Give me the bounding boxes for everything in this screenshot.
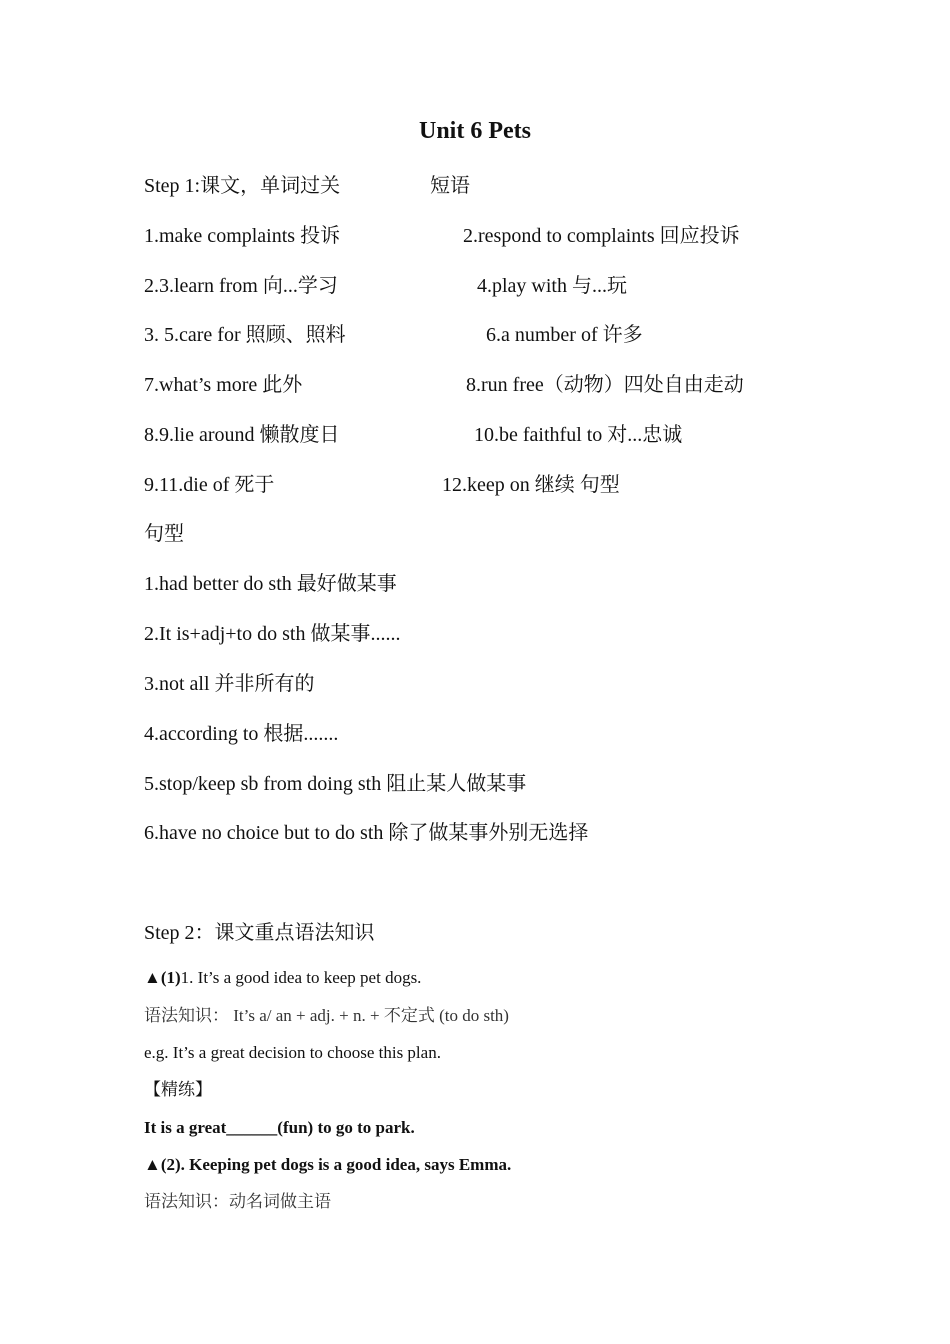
phrase-right: 2.respond to complaints 回应投诉 [463,225,740,247]
grammar-note: 语法知识：动名词做主语 [144,1192,331,1211]
phrase-left: 8.9.lie around 懒散度日 [144,424,340,446]
sentence-item: 1.had better do sth 最好做某事 [144,573,397,595]
grammar-item-2: ▲(2). Keeping pet dogs is a good idea, says Emma. [144,1155,512,1174]
phrase-left: 1.make complaints 投诉 [144,225,341,247]
phrase-left: 2.3.learn from 向...学习 [144,275,338,297]
phrase-right: 8.run free（动物）四处自由走动 [466,374,744,396]
sentence-item: 2.It is+adj+to do sth 做某事...... [144,623,401,645]
sentence-item: 3.not all 并非所有的 [144,673,315,695]
item-text: 1. It’s a good idea to keep pet dogs. [180,968,422,987]
page-title: Unit 6 Pets [419,118,531,144]
phrase-right: 4.play with 与...玩 [477,275,627,297]
example-sentence: e.g. It’s a great decision to choose this plan. [144,1043,441,1062]
step1-heading-right: 短语 [430,175,470,197]
sentence-item: 6.have no choice but to do sth 除了做某事外别无选择 [144,822,589,844]
phrase-right: 6.a number of 许多 [486,324,643,346]
practice-item: It is a great______(fun) to go to park. [144,1118,415,1137]
sentence-heading: 句型 [144,523,184,545]
phrase-left: 7.what’s more 此外 [144,374,303,396]
grammar-item-1 [144,968,421,988]
step1-heading: Step 1:课文，单词过关 [144,175,341,197]
phrase-right: 10.be faithful to 对...忠诚 [474,424,683,446]
sentence-item: 4.according to 根据....... [144,723,339,745]
step2-heading: Step 2：课文重点语法知识 [144,922,375,944]
phrase-left: 3. 5.care for 照顾、照料 [144,324,346,346]
practice-label: 【精练】 [144,1080,212,1099]
item-marker: ▲(1) [144,968,181,987]
grammar-note: 语法知识： It’s a/ an + adj. + n. + 不定式 (to do sth) [144,1006,509,1025]
phrase-right: 12.keep on 继续 句型 [442,474,620,496]
sentence-item: 5.stop/keep sb from doing sth 阻止某人做某事 [144,773,527,795]
phrase-left: 9.11.die of 死于 [144,474,275,496]
